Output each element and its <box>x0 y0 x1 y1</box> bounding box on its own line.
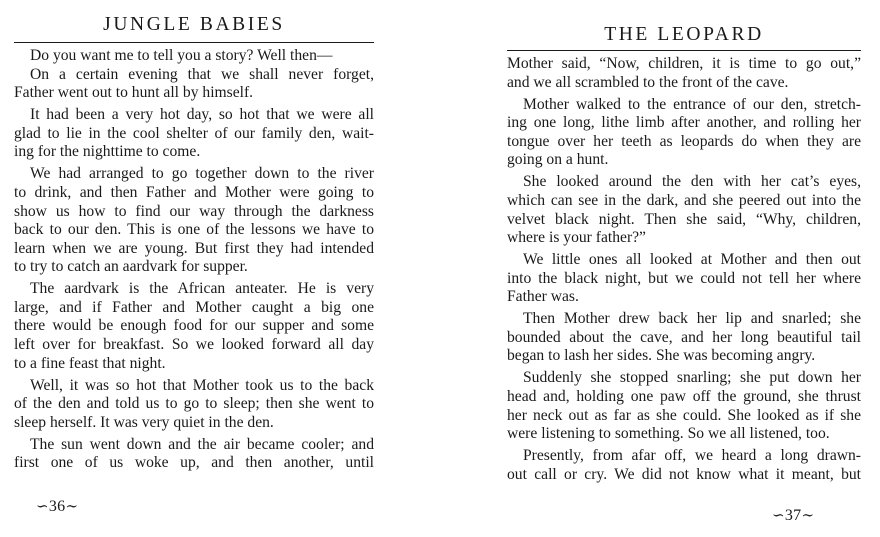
text-line: Mother walked to the entrance of our den, stretch- <box>523 95 861 113</box>
text-line: Father was. <box>507 288 579 306</box>
text-line: She looked around the den with her cat’s eyes, <box>523 173 861 191</box>
text-line: sleep herself. It was very quiet in the den. <box>14 413 274 431</box>
text-line: velvet black night. Then she said, “Why, children, <box>507 210 861 228</box>
text-line: We little ones all looked at Mother and then out <box>523 251 861 269</box>
text-line: The sun went down and the air became cooler; and <box>30 435 374 453</box>
text-line: where is your father?” <box>507 229 646 247</box>
text-line: ing for the nighttime to come. <box>14 143 201 161</box>
text-line: learn when we are young. But first they had intended <box>14 239 374 257</box>
header-rule <box>507 50 861 51</box>
text-line: glad to lie in the cool shelter of our family den, wait- <box>14 124 374 142</box>
text-line: ing one long, lithe limb after another, and rolling her <box>507 114 861 132</box>
text-line: back to our den. This is one of the lessons we have to <box>14 221 374 239</box>
text-line: into the black night, but we could not tell her where <box>507 269 861 287</box>
text-line: out call or cry. We did not know what it meant, but <box>507 465 861 483</box>
text-line: first one of us woke up, and then another, until <box>14 454 374 472</box>
text-line: It had been a very hot day, so hot that we were all <box>30 106 374 124</box>
text-line: there would be enough food for our supper and some <box>14 317 374 335</box>
text-line: to drink, and then Father and Mother were going to <box>14 183 374 201</box>
page-number-value: 37 <box>784 507 802 524</box>
text-line: left over for breakfast. So we looked forward all day <box>14 336 374 354</box>
running-head: THE LEOPARD <box>604 24 764 45</box>
text-line: going on a hunt. <box>507 151 609 169</box>
text-line: Presently, from afar off, we heard a long drawn- <box>523 447 861 465</box>
page-number-value: 36 <box>48 498 66 515</box>
text-line: tongue over her teeth as leopards do when they are <box>507 132 861 150</box>
folio-ornament-left: ∽ <box>772 508 785 524</box>
text-line: Father went out to hunt all by himself. <box>14 84 254 102</box>
text-line: were listening to something. So we all listened, too. <box>507 425 830 443</box>
page-number <box>36 497 78 516</box>
folio-ornament-left: ∽ <box>36 499 49 515</box>
text-line: Mother said, “Now, children, it is time to go out,” <box>507 55 861 72</box>
text-line: which can see in the dark, and she peered out into the <box>507 191 861 209</box>
text-line: of the den and told us to go to sleep; then she went to <box>14 395 374 413</box>
header-rule <box>14 42 374 43</box>
running-head: JUNGLE BABIES <box>103 14 285 35</box>
text-line: to try to catch an aardvark for supper. <box>14 258 248 276</box>
text-line: show us how to find our way through the darkness <box>14 202 374 220</box>
text-line: We had arranged to go together down to the river <box>30 165 374 183</box>
text-line: head and, holding one paw off the ground, she thrust <box>507 388 861 406</box>
text-line: bounded about the cave, and her long beautiful tail <box>507 328 861 346</box>
folio-ornament-right: ∼ <box>801 508 815 524</box>
text-line: began to lash her sides. She was becoming angry. <box>507 347 816 365</box>
text-line: On a certain evening that we shall never forget, <box>30 65 374 83</box>
text-line: her neck out as far as she could. She looked as if she <box>507 406 861 424</box>
folio-ornament-right: ∼ <box>65 499 79 515</box>
text-line: to a fine feast that night. <box>14 354 166 372</box>
text-line: Do you want me to tell you a story? Well then— <box>30 47 333 64</box>
text-line: large, and if Father and Mother caught a big one <box>14 298 374 316</box>
text-line: Well, it was so hot that Mother took us to the back <box>30 376 374 394</box>
text-line: Then Mother drew back her lip and snarled; she <box>523 310 861 328</box>
right-page <box>440 0 880 537</box>
page-body <box>507 55 861 484</box>
page-body <box>14 47 374 473</box>
text-line: and we all scrambled to the front of the cave. <box>507 73 789 91</box>
page-number <box>772 506 814 525</box>
text-line: The aardvark is the African anteater. He is very <box>30 280 374 298</box>
text-line: Suddenly she stopped snarling; she put down her <box>523 369 861 387</box>
